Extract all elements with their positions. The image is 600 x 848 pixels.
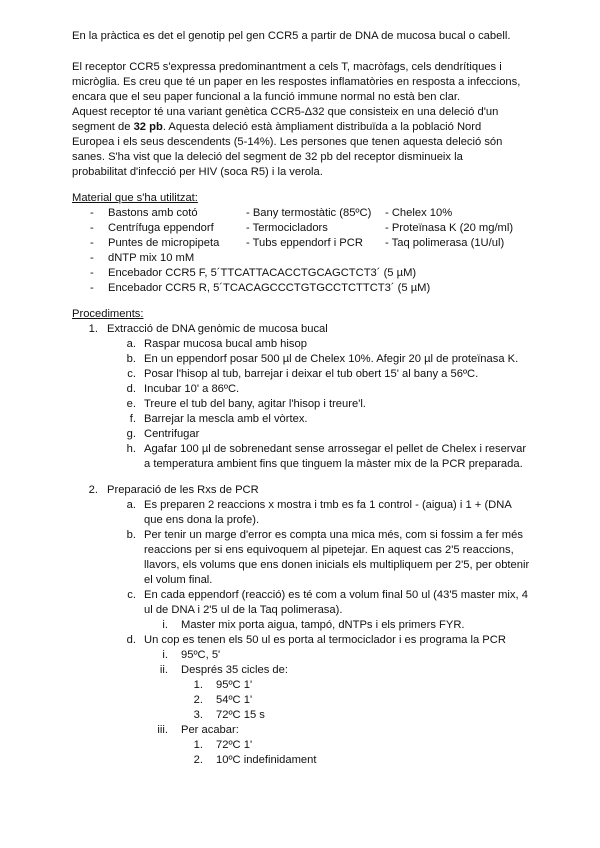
step-row — [0, 397, 600, 412]
material-item: Puntes de micropipeta — [108, 237, 220, 249]
step-row — [0, 528, 600, 543]
section-title: Preparació de les Rxs de PCR — [107, 484, 259, 496]
description-line: sanes. S'ha vist que la deleció del segment de 32 pb del receptor disminueix la — [72, 151, 463, 163]
step-label: g. — [126, 428, 136, 440]
section-title: Extracció de DNA genòmic de mucosa bucal — [107, 323, 328, 335]
material-item: - Bany termostàtic (85ºC) — [246, 207, 372, 219]
step-row — [0, 337, 600, 352]
step-label: d. — [126, 634, 136, 646]
material-item: Bastons amb cotó — [108, 207, 198, 219]
description-line: Aquest receptor té una variant genètica CCR5-Δ32 que consisteix en una deleció d'un — [72, 106, 499, 118]
description-line: encara que el seu paper funcional a la funció immune normal no està ben clar. — [72, 91, 461, 103]
cycle-text: 10ºC indefinidament — [216, 754, 317, 766]
step-label: e. — [126, 398, 136, 410]
substep-text: Master mix porta aigua, tampó, dNTPs i els primers FYR. — [181, 619, 465, 631]
material-item: - Termocicladors — [246, 222, 328, 234]
bullet-dash: - — [90, 267, 94, 279]
substep-label: ii. — [159, 664, 168, 676]
step-text: reaccions per si ens equivoquem al pipetejar. En aquest cas 2'5 reaccions, — [144, 544, 514, 556]
substep-text: 95ºC, 5' — [181, 649, 221, 661]
substep-row — [0, 663, 600, 678]
step-text: a temperatura ambient fins que tinguem la màster mix de la PCR preparada. — [144, 458, 523, 470]
substep-row — [0, 618, 600, 633]
step-text: Per tenir un marge d'error es compta una mica més, com si fossim a fer més — [144, 529, 523, 541]
step-text: que ens dona la profe). — [144, 514, 260, 526]
step-row — [0, 498, 600, 513]
substep-label: i. — [162, 619, 168, 631]
step-text: Un cop es tenen els 50 ul es porta al termociclador i es programa la PCR — [144, 634, 506, 646]
description-line: probabilitat d'infecció per HIV (soca R5) i la verola. — [72, 166, 323, 178]
cycle-label: 2. — [193, 754, 203, 766]
step-row-continued — [0, 573, 600, 588]
material-item: - Tubs eppendorf i PCR — [246, 237, 363, 249]
materials-row — [0, 281, 600, 296]
cycle-row — [0, 738, 600, 753]
substep-row — [0, 648, 600, 663]
material-item: - Chelex 10% — [385, 207, 453, 219]
step-label: c. — [127, 589, 136, 601]
cycle-row — [0, 708, 600, 723]
step-row — [0, 588, 600, 603]
step-label: f. — [129, 413, 136, 425]
materials-heading: Material que s'ha utilitzat: — [72, 192, 198, 204]
description-line-bold: segment de 32 pb. Aquesta deleció està àmpliament distribuïda a la població Nord — [72, 121, 482, 133]
step-text: Posar l'hisop al tub, barrejar i deixar el tub obert 15' al bany a 56ºC. — [144, 368, 479, 380]
bullet-dash: - — [90, 207, 94, 219]
substep-text: Per acabar: — [181, 724, 239, 736]
section-number: 2. — [88, 484, 98, 496]
section-1-title-row — [0, 322, 600, 337]
cycle-text: 95ºC 1' — [216, 679, 253, 691]
step-row — [0, 633, 600, 648]
step-label: c. — [127, 368, 136, 380]
materials-row — [0, 236, 600, 251]
intro-text: En la pràctica es det el genotip pel gen CCR5 a partir de DNA de mucosa bucal o cabell. — [72, 30, 511, 42]
step-label: h. — [126, 443, 136, 455]
step-row-continued — [0, 543, 600, 558]
step-row-continued — [0, 513, 600, 528]
substep-label: i. — [162, 649, 168, 661]
step-text: En cada eppendorf (reacció) es té com a volum final 50 ul (43'5 master mix, 4 — [144, 589, 528, 601]
cycle-text: 72ºC 15 s — [216, 709, 265, 721]
step-text: Treure el tub del bany, agitar l'hisop i treure'l. — [144, 398, 366, 410]
bullet-dash: - — [90, 252, 94, 264]
step-row-continued — [0, 603, 600, 618]
step-row — [0, 367, 600, 382]
step-text: Es preparen 2 reaccions x mostra i tmb es fa 1 control - (aigua) i 1 + (DNA — [144, 499, 512, 511]
step-row — [0, 427, 600, 442]
materials-row — [0, 221, 600, 236]
step-text: En un eppendorf posar 500 µl de Chelex 10%. Afegir 20 µl de proteïnasa K. — [144, 353, 519, 365]
cycle-text: 54ºC 1' — [216, 694, 253, 706]
step-text: Incubar 10' a 86ºC. — [144, 383, 240, 395]
cycle-row — [0, 753, 600, 768]
material-item: - Taq polimerasa (1U/ul) — [385, 237, 505, 249]
material-item: dNTP mix 10 mM — [108, 252, 195, 264]
procedures-heading: Procediments: — [72, 308, 144, 320]
description-line: micròglia. Es creu que té un paper en les respostes inflamatòries en resposta a infeccions, — [72, 76, 521, 88]
step-label: a. — [126, 499, 136, 511]
step-label: a. — [126, 338, 136, 350]
cycle-text: 72ºC 1' — [216, 739, 253, 751]
step-text: llavors, els volums que ens donen inicials els multipliquem per 2'5, per obtenir — [144, 559, 530, 571]
cycle-label: 3. — [193, 709, 203, 721]
substep-text: Després 35 cicles de: — [181, 664, 288, 676]
description-line: Europea i els seus descendents (5-14%). Les persones que tenen aquesta deleció són — [72, 136, 503, 148]
step-row-continued — [0, 558, 600, 573]
step-row-continued — [0, 457, 600, 472]
substep-row — [0, 723, 600, 738]
materials-row — [0, 251, 600, 266]
cycle-label: 1. — [193, 679, 203, 691]
step-row — [0, 382, 600, 397]
step-text: Barrejar la mescla amb el vòrtex. — [144, 413, 308, 425]
step-row — [0, 352, 600, 367]
bullet-dash: - — [90, 282, 94, 294]
material-item: Encebador CCR5 F, 5´TTCATTACACCTGCAGCTCT3´ (5 µM) — [108, 267, 417, 279]
step-row — [0, 412, 600, 427]
substep-label: iii. — [157, 724, 168, 736]
cycle-label: 2. — [193, 694, 203, 706]
materials-row — [0, 206, 600, 221]
material-item: Centrífuga eppendorf — [108, 222, 214, 234]
step-text: Centrifugar — [144, 428, 200, 440]
cycle-row — [0, 678, 600, 693]
bullet-dash: - — [90, 222, 94, 234]
description-line: El receptor CCR5 s'expressa predominantment a cels T, macròfags, cels dendrítiques i — [72, 61, 502, 73]
bold-32pb: 32 pb — [133, 121, 163, 133]
cycle-row — [0, 693, 600, 708]
step-text: ul de DNA i 2'5 ul de la Taq polimerasa). — [144, 604, 343, 616]
material-item: - Proteïnasa K (20 mg/ml) — [385, 222, 514, 234]
bullet-dash: - — [90, 237, 94, 249]
step-row — [0, 442, 600, 457]
step-text: el volum final. — [144, 574, 213, 586]
step-text: Agafar 100 µl de sobrenedant sense arrossegar el pellet de Chelex i reservar — [144, 443, 527, 455]
step-label: b. — [126, 353, 136, 365]
section-2-title-row — [0, 483, 600, 498]
cycle-label: 1. — [193, 739, 203, 751]
step-text: Raspar mucosa bucal amb hisop — [144, 338, 307, 350]
step-label: d. — [126, 383, 136, 395]
material-item: Encebador CCR5 R, 5´TCACAGCCCTGTGCCTCTTCT3´ (5 µM) — [108, 282, 431, 294]
step-label: b. — [126, 529, 136, 541]
materials-row — [0, 266, 600, 281]
section-number: 1. — [88, 323, 98, 335]
